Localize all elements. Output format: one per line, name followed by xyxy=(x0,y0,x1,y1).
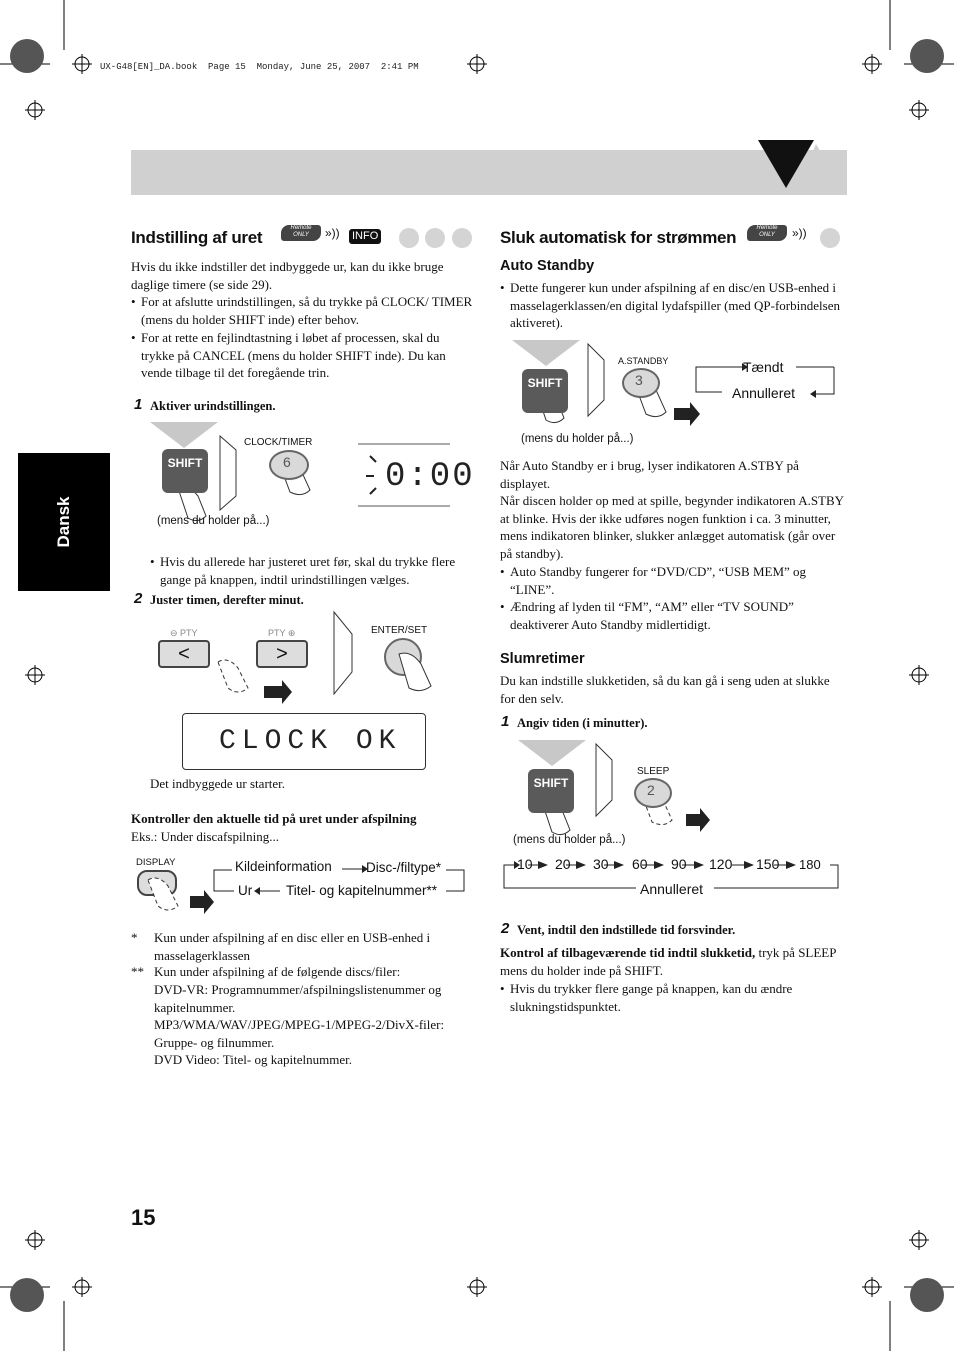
remote-only-badge: Remote ONLY xyxy=(747,225,787,241)
left-bullet-2: • For at rette en fejlindtastning i løbet af processen, skal du trykke på CANCEL (mens du holder SHIFT inde). Du kan vende tilbage til det foregående trin. xyxy=(131,330,446,381)
left-intro: Hvis du ikke indstiller det indbyggede ur, kan du ikke bruge daglige timere (se side 29). xyxy=(131,259,444,292)
heading-dot xyxy=(820,228,840,248)
shift-button[interactable]: SHIFT xyxy=(162,449,208,493)
standby-on-label: Tændt xyxy=(743,359,784,375)
sleep-step-2-text: Vent, indtil den indstillede tid forsvinder. xyxy=(517,923,736,937)
standby-off-label: Annulleret xyxy=(732,385,796,401)
sleep-value: 30 xyxy=(593,856,609,872)
diagram2-arrows xyxy=(212,608,372,708)
clock-timer-label: CLOCK/TIMER xyxy=(244,437,313,448)
sleep-step-1-number: 1 xyxy=(501,713,510,730)
shift-button[interactable]: SHIFT xyxy=(522,369,568,413)
sleep-timer-intro: Du kan indstille slukketiden, så du kan gå i seng uden at slukke for den selv. xyxy=(500,673,830,706)
remaining-time-text: Kontrol af tilbageværende tid indtil slukketid, tryk på SLEEP mens du holder inde på SHIFT. xyxy=(500,945,836,978)
auto-standby-bullet: • Dette fungerer kun under afspilning af en disc/en USB-enhed i masselagerklassen/en digital lydafspiller (med QP-forbindelsen aktiveret). xyxy=(500,280,840,331)
sleep-value: 120 xyxy=(709,856,733,872)
remote-only-badge: Remote ONLY xyxy=(281,225,321,241)
cycle-item-disc-type: Disc-/filtype* xyxy=(366,860,442,875)
sleep-value: 90 xyxy=(671,856,687,872)
lcd-display: CLOCK OK xyxy=(182,713,426,770)
sleep-value: 150 xyxy=(756,856,780,872)
sleep-label: SLEEP xyxy=(637,766,670,777)
sleep-cancel-label: Annulleret xyxy=(640,881,704,897)
heading-dot xyxy=(399,228,419,248)
signal-icon: »)) xyxy=(325,226,340,240)
auto-standby-bullet-3: • Ændring af lyden til “FM”, “AM” eller “TV SOUND” deaktiverer Auto Standby midlertidigt. xyxy=(500,599,794,632)
diagram1-caption: (mens du holder på...) xyxy=(157,515,270,527)
heading-dot xyxy=(452,228,472,248)
footnote-2: ** Kun under afspilning af de følgende discs/filer: xyxy=(131,964,401,979)
page-number: 15 xyxy=(131,1205,156,1230)
auto-standby-para-1: Når Auto Standby er i brug, lyser indikatoren A.STBY på displayet. xyxy=(500,458,799,491)
header-band xyxy=(131,150,847,195)
enter-set-label: ENTER/SET xyxy=(371,625,428,636)
clock-timer-button-number: 6 xyxy=(283,454,291,470)
cycle-item-clock: Ur xyxy=(238,883,253,898)
cycle-item-title-chapter: Titel- og kapitelnummer** xyxy=(286,883,438,898)
pty-plus-label: PTY ⊕ xyxy=(268,628,296,638)
sleep-step-2-number: 2 xyxy=(501,920,510,937)
check-time-example: Eks.: Under discafspilning... xyxy=(131,829,280,844)
a-standby-label: A.STANDBY xyxy=(618,356,669,366)
a-standby-button-number: 3 xyxy=(635,372,643,388)
standby-caption: (mens du holder på...) xyxy=(521,433,634,445)
info-badge: INFO xyxy=(349,229,381,244)
auto-standby-bullet-2: • Auto Standby fungerer for “DVD/CD”, “USB MEM” og “LINE”. xyxy=(500,564,807,597)
sleep-value: 10 xyxy=(517,856,533,872)
auto-standby-para-2: Når discen holder op med at spille, begynder indikatoren A.STBY at blinke. Hvis der ikke udføres nogen funktion i ca. 3 minutter, mens indikatoren blinker, slukker anlægget automatisk (går over på standby). xyxy=(500,493,844,561)
right-section-title: Sluk automatisk for strømmen xyxy=(500,228,737,247)
hand-icon xyxy=(395,650,440,695)
sleep-value: 60 xyxy=(632,856,648,872)
auto-standby-title: Auto Standby xyxy=(500,258,595,274)
sleep-button-number: 2 xyxy=(647,782,655,798)
step-2-text: Juster timen, derefter minut. xyxy=(150,593,304,607)
prev-button[interactable]: < xyxy=(158,640,210,668)
remaining-time-bullet: • Hvis du trykker flere gange på knappen, kan du ændre slukningstidspunktet. xyxy=(500,981,793,1014)
footnote-list: DVD-VR: Programnummer/afspilningslistenummer og kapitelnummer. MP3/WMA/WAV/JPEG/MPEG-1/MPEG-2/DivX-filer: Gruppe- og filnummer. DVD Video: Titel- og kapitelnummer. xyxy=(154,982,445,1068)
display-label: DISPLAY xyxy=(136,857,176,868)
sleep-value: 180 xyxy=(799,857,821,872)
clock-starts-caption: Det indbyggede ur starter. xyxy=(150,776,286,791)
left-section-title: Indstilling af uret xyxy=(131,228,263,247)
cycle-item-source-info: Kildeinformation xyxy=(235,859,332,874)
sleep-timer-title: Slumretimer xyxy=(500,651,585,667)
language-tab: Dansk xyxy=(18,453,110,591)
sleep-value: 20 xyxy=(555,856,571,872)
step-1-text: Aktiver urindstillingen. xyxy=(150,399,276,413)
header-triangle xyxy=(754,140,848,196)
sleep-step-1-text: Angiv tiden (i minutter). xyxy=(517,716,648,730)
footnote-1: * Kun under afspilning af en disc eller en USB-enhed i masselagerklassen xyxy=(131,930,431,963)
heading-dot xyxy=(425,228,445,248)
check-time-title: Kontroller den aktuelle tid på uret under afspilning xyxy=(131,811,417,826)
step-1-note: • Hvis du allerede har justeret uret før, skal du trykke flere gange på knappen, indtil urindstillingen vælges. xyxy=(150,554,456,587)
left-bullet-1: • For at afslutte urindstillingen, så du trykke på CLOCK/ TIMER (mens du holder SHIFT inde) efter behov. xyxy=(131,294,473,327)
step-1-number: 1 xyxy=(134,396,143,413)
signal-icon: »)) xyxy=(792,226,807,240)
shift-button[interactable]: SHIFT xyxy=(528,769,574,813)
clock-display: 0:00 xyxy=(385,458,475,496)
pty-minus-label: ⊖ PTY xyxy=(170,628,198,638)
sleep-caption: (mens du holder på...) xyxy=(513,834,626,846)
next-button[interactable]: > xyxy=(256,640,308,668)
step-2-number: 2 xyxy=(134,590,143,607)
page-header-stamp: UX-G48[EN]_DA.book Page 15 Monday, June 25, 2007 2:41 PM xyxy=(100,62,419,72)
